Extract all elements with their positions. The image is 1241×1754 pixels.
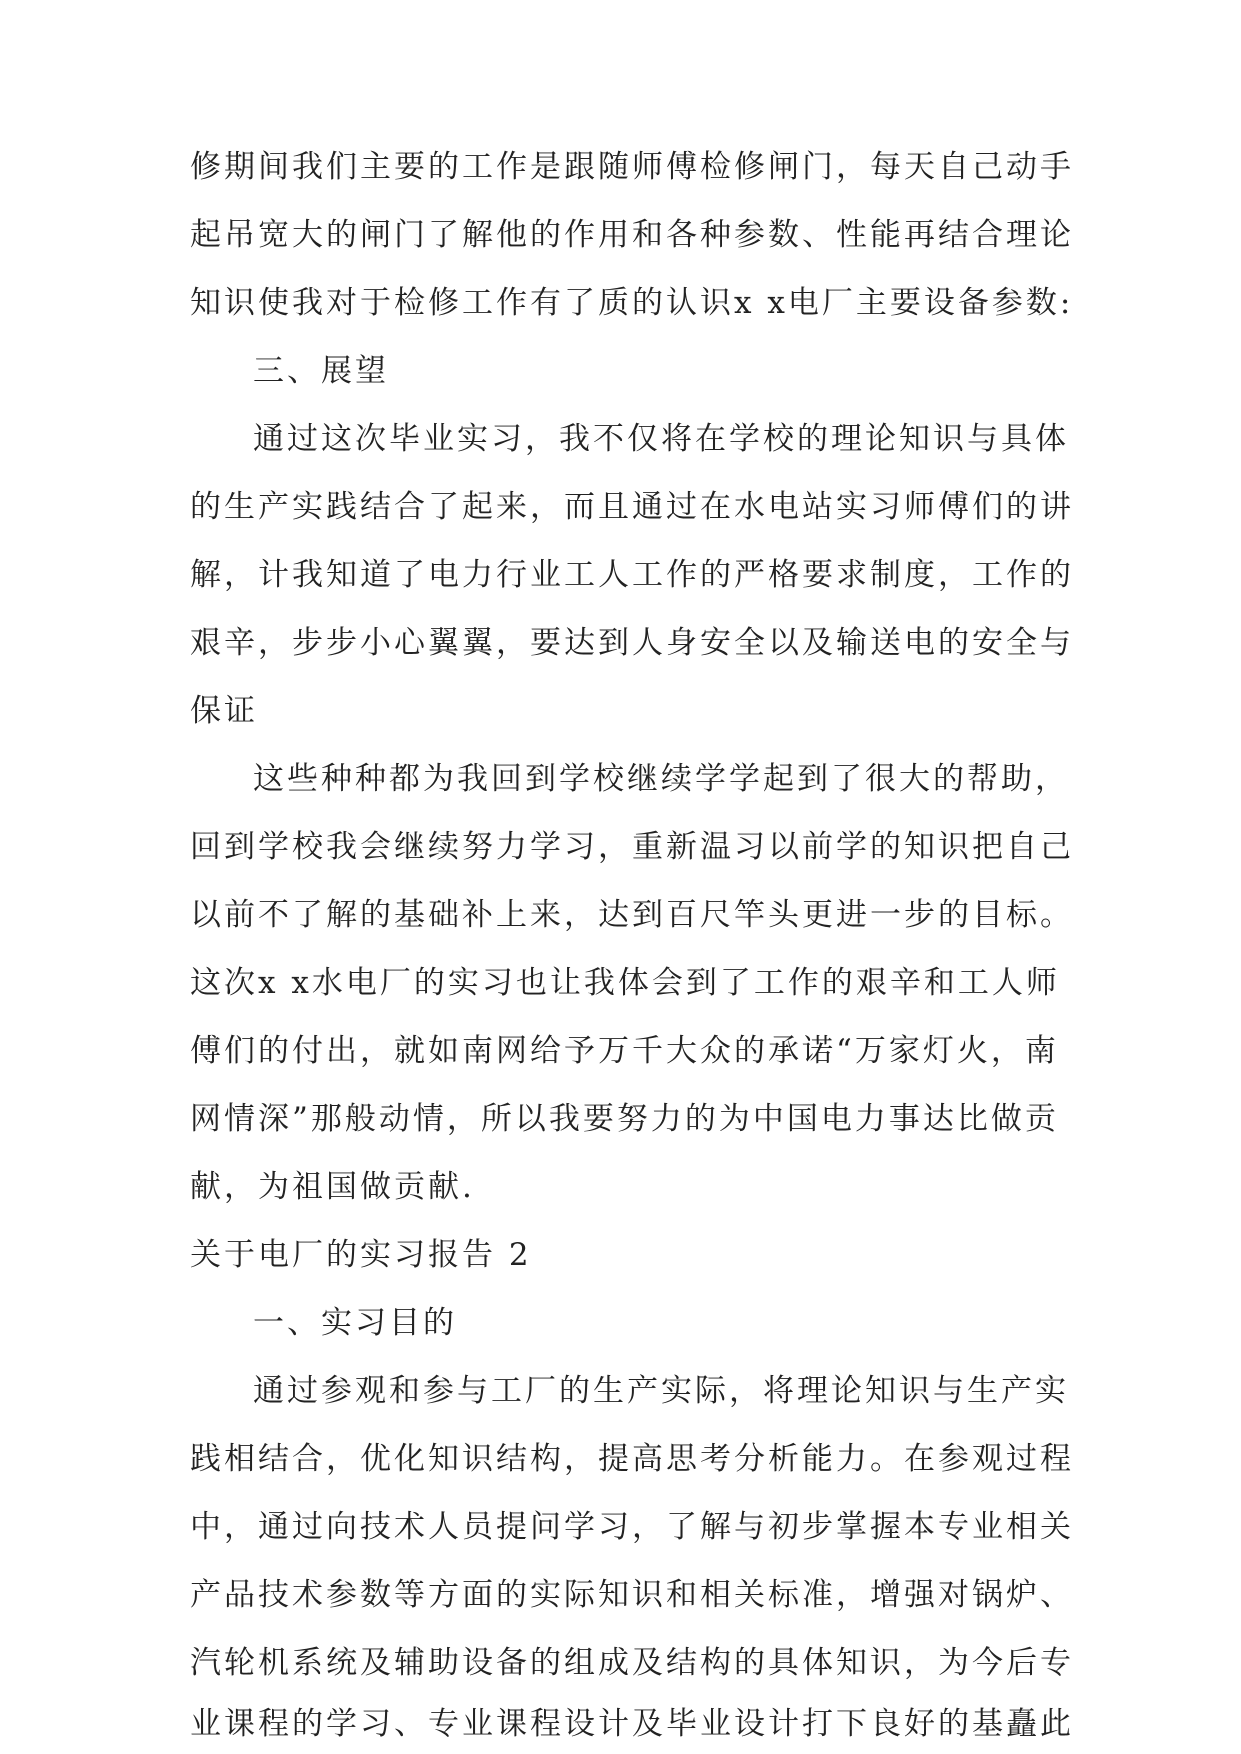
text-line: 解，计我知道了电力行业工人工作的严格要求制度，工作的 <box>190 557 1074 593</box>
document-title: 关于电厂的实习报告 2 <box>190 1237 532 1273</box>
text-line: 这些种种都为我回到学校继续学学起到了很大的帮助， <box>253 761 1069 797</box>
section-heading: 三、展望 <box>253 353 389 389</box>
text-line: 傅们的付出，就如南网给予万千大众的承诺“万家灯火，南 <box>190 1033 1059 1069</box>
text-line: 通过参观和参与工厂的生产实际，将理论知识与生产实 <box>253 1373 1069 1409</box>
text-line: 产品技术参数等方面的实际知识和相关标准，增强对锅炉、 <box>190 1577 1074 1613</box>
text-line: 通过这次毕业实习，我不仅将在学校的理论知识与具体 <box>253 421 1069 457</box>
text-line: 献，为祖国做贡献. <box>190 1169 475 1205</box>
text-line: 践相结合，优化知识结构，提高思考分析能力。在参观过程 <box>190 1441 1074 1477</box>
section-heading: 一、实习目的 <box>253 1305 457 1341</box>
text-line: 艰辛，步步小心翼翼，要达到人身安全以及输送电的安全与 <box>190 625 1074 661</box>
text-line: 回到学校我会继续努力学习，重新温习以前学的知识把自己 <box>190 829 1074 865</box>
text-line: 保证 <box>190 693 258 729</box>
text-line: 汽轮机系统及辅助设备的组成及结构的具体知识，为今后专 <box>190 1645 1074 1681</box>
text-line: 的生产实践结合了起来，而且通过在水电站实习师傅们的讲 <box>190 489 1074 525</box>
text-line: 以前不了解的基础补上来，达到百尺竿头更进一步的目标。 <box>190 897 1074 933</box>
text-line: 中，通过向技术人员提问学习，了解与初步掌握本专业相关 <box>190 1509 1074 1545</box>
text-line: 网情深”那般动情，所以我要努力的为中国电力事达比做贡 <box>190 1101 1059 1137</box>
text-line: 业课程的学习、专业课程设计及毕业设计打下良好的基矗此 <box>190 1706 1074 1742</box>
text-line: 这次x x水电厂的实习也让我体会到了工作的艰辛和工人师 <box>190 965 1060 1001</box>
text-line: 修期间我们主要的工作是跟随师傅检修闸门，每天自己动手 <box>190 149 1074 185</box>
text-line: 起吊宽大的闸门了解他的作用和各种参数、性能再结合理论 <box>190 217 1074 253</box>
text-line: 知识使我对于检修工作有了质的认识x x电厂主要设备参数: <box>190 285 1074 321</box>
